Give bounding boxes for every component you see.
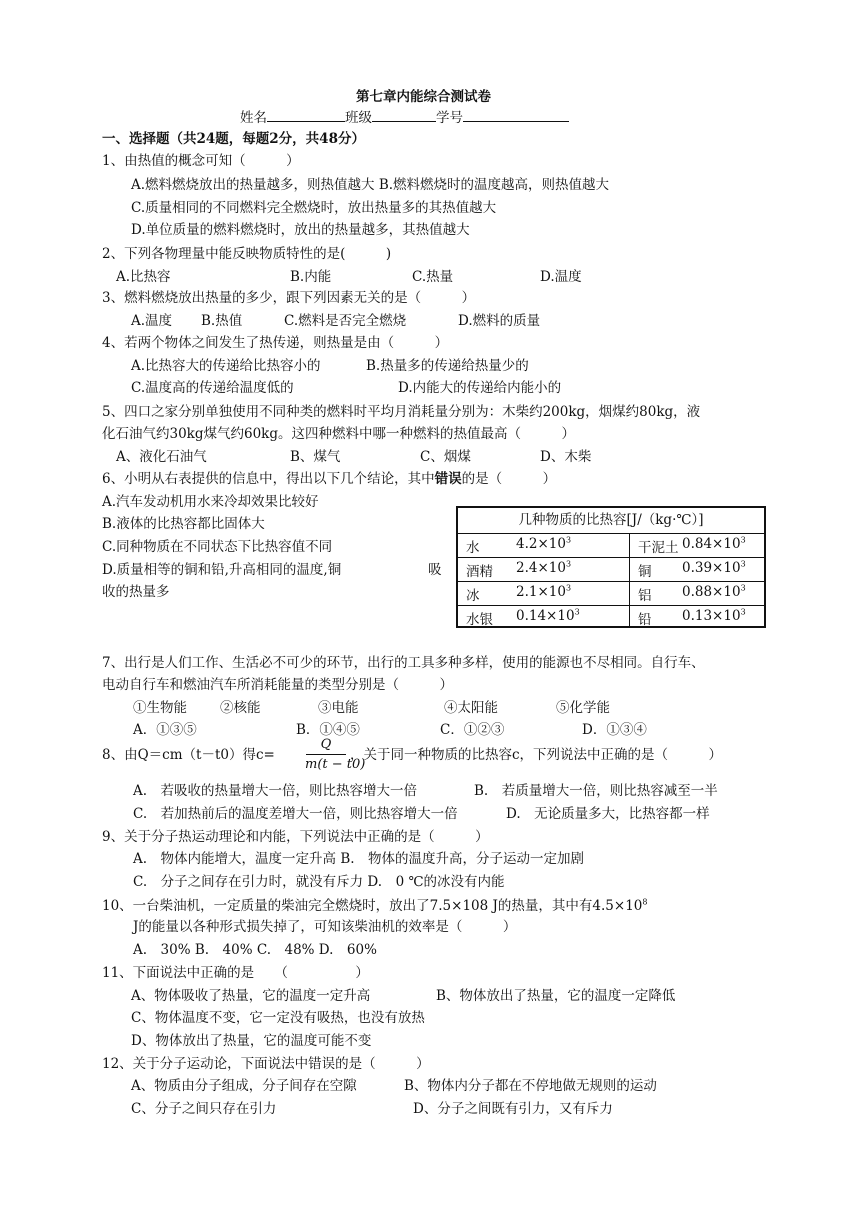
question-7-option-a: A．①③⑤ (133, 722, 197, 738)
question-2-option-a: A.比热容 (116, 269, 171, 285)
question-6-stem-suffix: 的是（ ） (461, 471, 557, 487)
id-label: 学号 (436, 110, 463, 126)
question-3-option-d: D.燃料的质量 (458, 313, 541, 329)
question-7-stem-line1: 7、出行是人们工作、生活必不可少的环节，出行的工具多种多样，使用的能源也不尽相同。自行车、 (102, 655, 705, 671)
question-1-option-d: D.单位质量的燃料燃烧时，放出的热量越多，其热值越大 (131, 222, 470, 238)
table-row (458, 605, 764, 629)
question-11-option-d: D、物体放出了热量，它的温度可能不变 (131, 1033, 372, 1049)
question-11-stem: 11、下面说法中正确的是 （ ） (102, 965, 369, 981)
question-6-option-c: C.同种物质在不同状态下比热容值不同 (102, 539, 333, 555)
question-4-option-b: B.热量多的传递给热量少的 (366, 358, 529, 374)
question-4-stem: 4、若两个物体之间发生了热传递，则热量是由（ ） (102, 335, 449, 351)
question-3-option-a: A.温度 (131, 313, 173, 329)
question-1-option-c: C.质量相同的不同燃料完全燃烧时，放出热量多的其热值越大 (131, 200, 497, 216)
question-9-options-ab: A. 物体内能增大，温度一定升高 B. 物体的温度升高，分子运动一定加剧 (133, 851, 585, 867)
question-5-stem-line1: 5、四口之家分别单独使用不同种类的燃料时平均月消耗量分别为：木柴约200kg，烟煤约80kg，液 (102, 404, 701, 420)
substance-name: 干泥土 (638, 540, 679, 556)
question-2-stem: 2、下列各物理量中能反映物质特性的是( ) (102, 246, 392, 262)
substance-value: $0.39\times 10^3$ (682, 559, 746, 576)
table-caption: 几种物质的比热容[J/（kg·℃）] (458, 508, 764, 534)
question-1-stem: 1、由热值的概念可知（ ） (102, 153, 300, 169)
class-blank[interactable] (372, 108, 436, 122)
name-label: 姓名 (240, 110, 267, 126)
substance-value: $0.88\times 10^3$ (682, 583, 746, 600)
energy-type-4: ④太阳能 (444, 700, 498, 716)
question-4-option-a: A.比热容大的传递给比热容小的 (131, 358, 321, 374)
question-8-option-b: B. 若质量增大一倍，则比热容减至一半 (474, 783, 718, 799)
table-row (458, 533, 764, 558)
question-6-stem-prefix: 6、小明从右表提供的信息中，得出以下几个结论，其中 (102, 471, 435, 487)
energy-type-3: ③电能 (318, 700, 359, 716)
question-10-stem-line2: J的能量以各种形式损失掉了，可知该柴油机的效率是（ ） (133, 919, 517, 935)
question-11-option-a: A、物体吸收了热量，它的温度一定升高 (131, 988, 371, 1004)
substance-name: 铅 (638, 612, 652, 628)
question-11-option-c: C、物体温度不变，它一定没有吸热，也没有放热 (131, 1010, 425, 1026)
formula-numerator: Q (320, 737, 332, 752)
question-8-stem-prefix: 8、由Q＝cm（t－t0）得c= (102, 747, 275, 763)
page-title: 第七章内能综合测试卷 (356, 89, 491, 105)
substance-name: 冰 (466, 588, 480, 604)
substance-value: $0.84\times 10^3$ (682, 535, 746, 552)
substance-name: 铜 (638, 564, 652, 580)
specific-heat-table (456, 506, 766, 628)
question-2-option-c: C.热量 (412, 269, 454, 285)
question-6-stem-emphasis: 错误 (434, 471, 462, 487)
energy-type-1: ①生物能 (133, 700, 187, 716)
energy-type-5: ⑤化学能 (556, 700, 610, 716)
question-5-option-a: A、液化石油气 (116, 449, 207, 465)
question-7-option-c: C．①②③ (440, 722, 505, 738)
question-5-option-c: C、烟煤 (420, 449, 471, 465)
question-11-option-b: B、物体放出了热量，它的温度一定降低 (436, 988, 676, 1004)
question-10-options: A. 30% B. 40% C. 48% D. 60% (133, 942, 377, 958)
substance-name: 水银 (466, 612, 493, 628)
substance-value: $0.14\times 10^3$ (516, 607, 580, 624)
formula-denominator: m(t − t0) (305, 757, 366, 772)
question-8-option-c: C. 若加热前后的温度差增大一倍，则比热容增大一倍 (133, 806, 458, 822)
question-10-stem-line1 (102, 897, 647, 915)
question-2-option-b: B.内能 (290, 269, 332, 285)
question-6-option-d-line2: 收的热量多 (102, 584, 170, 600)
question-8-stem-suffix: ，关于同一种物质的比热容c，下列说法中正确的是（ ） (350, 747, 723, 763)
question-2-option-d: D.温度 (540, 269, 582, 285)
question-7-stem-line2: 电动自行车和燃油汽车所消耗能量的类型分别是（ ） (102, 677, 453, 693)
question-8-option-a: A. 若吸收的热量增大一倍，则比热容增大一倍 (133, 783, 418, 799)
substance-name: 酒精 (466, 564, 493, 580)
question-9-options-cd: C. 分子之间存在引力时，就没有斥力 D. 0 ℃的冰没有内能 (133, 874, 505, 890)
question-10-stem-text: 10、一台柴油机，一定质量的柴油完全燃烧时，放出了7.5×108 J的热量，其中有4.5×10 (102, 898, 643, 914)
name-blank[interactable] (267, 108, 345, 122)
question-6-option-b: B.液体的比热容都比固体大 (102, 516, 265, 532)
specific-heat-formula (305, 736, 366, 774)
table-row (458, 557, 764, 582)
question-3-stem: 3、燃料燃烧放出热量的多少，跟下列因素无关的是（ ） (102, 290, 476, 306)
section-heading: 一、选择题（共24题，每题2分，共48分） (102, 131, 365, 147)
substance-name: 水 (466, 540, 480, 556)
question-12-stem: 12、关于分子运动论，下面说法中错误的是（ ） (102, 1056, 430, 1072)
question-4-option-d: D.内能大的传递给内能小的 (398, 380, 562, 396)
class-label: 班级 (345, 110, 372, 126)
energy-type-2: ②核能 (220, 700, 261, 716)
question-7-option-b: B．①④⑤ (296, 722, 360, 738)
table-row (458, 581, 764, 606)
id-blank[interactable] (463, 108, 569, 122)
question-10-exponent: 8 (642, 897, 648, 907)
question-5-option-b: B、煤气 (290, 449, 341, 465)
question-6-option-a: A.汽车发动机用水来冷却效果比较好 (102, 494, 319, 510)
question-8-option-d: D. 无论质量多大，比热容都一样 (506, 806, 710, 822)
question-3-option-b: B.热值 (201, 313, 243, 329)
question-1-options-ab: A.燃料燃烧放出的热量越多，则热值越大 B.燃料燃烧时的温度越高，则热值越大 (131, 177, 610, 193)
question-6-option-d-line1: D.质量相等的铜和铅,升高相同的温度,铜 (102, 562, 342, 578)
substance-value: $2.1\times 10^3$ (516, 583, 572, 600)
question-5-stem-line2: 化石油气约30kg煤气约60kg。这四种燃料中哪一种燃料的热值最高（ ） (102, 426, 576, 442)
question-12-option-b: B、物体内分子都在不停地做无规则的运动 (404, 1078, 657, 1094)
question-6-option-d-absorb: 吸 (428, 562, 442, 578)
question-5-option-d: D、木柴 (540, 449, 592, 465)
question-4-option-c: C.温度高的传递给温度低的 (131, 380, 294, 396)
question-12-option-a: A、物质由分子组成，分子间存在空隙 (131, 1078, 357, 1094)
substance-name: 铝 (638, 588, 652, 604)
substance-value: $0.13\times 10^3$ (682, 607, 746, 624)
substance-value: $2.4\times 10^3$ (516, 559, 572, 576)
question-7-option-d: D．①③④ (582, 722, 647, 738)
question-12-option-c: C、分子之间只存在引力 (131, 1101, 277, 1117)
question-3-option-c: C.燃料是否完全燃烧 (284, 313, 407, 329)
question-6-stem (102, 470, 556, 488)
substance-value: $4.2\times 10^3$ (516, 535, 572, 552)
student-info-line (240, 108, 569, 127)
question-12-option-d: D、分子之间既有引力，又有斥力 (413, 1101, 613, 1117)
question-9-stem: 9、关于分子热运动理论和内能，下列说法中正确的是（ ） (102, 829, 489, 845)
